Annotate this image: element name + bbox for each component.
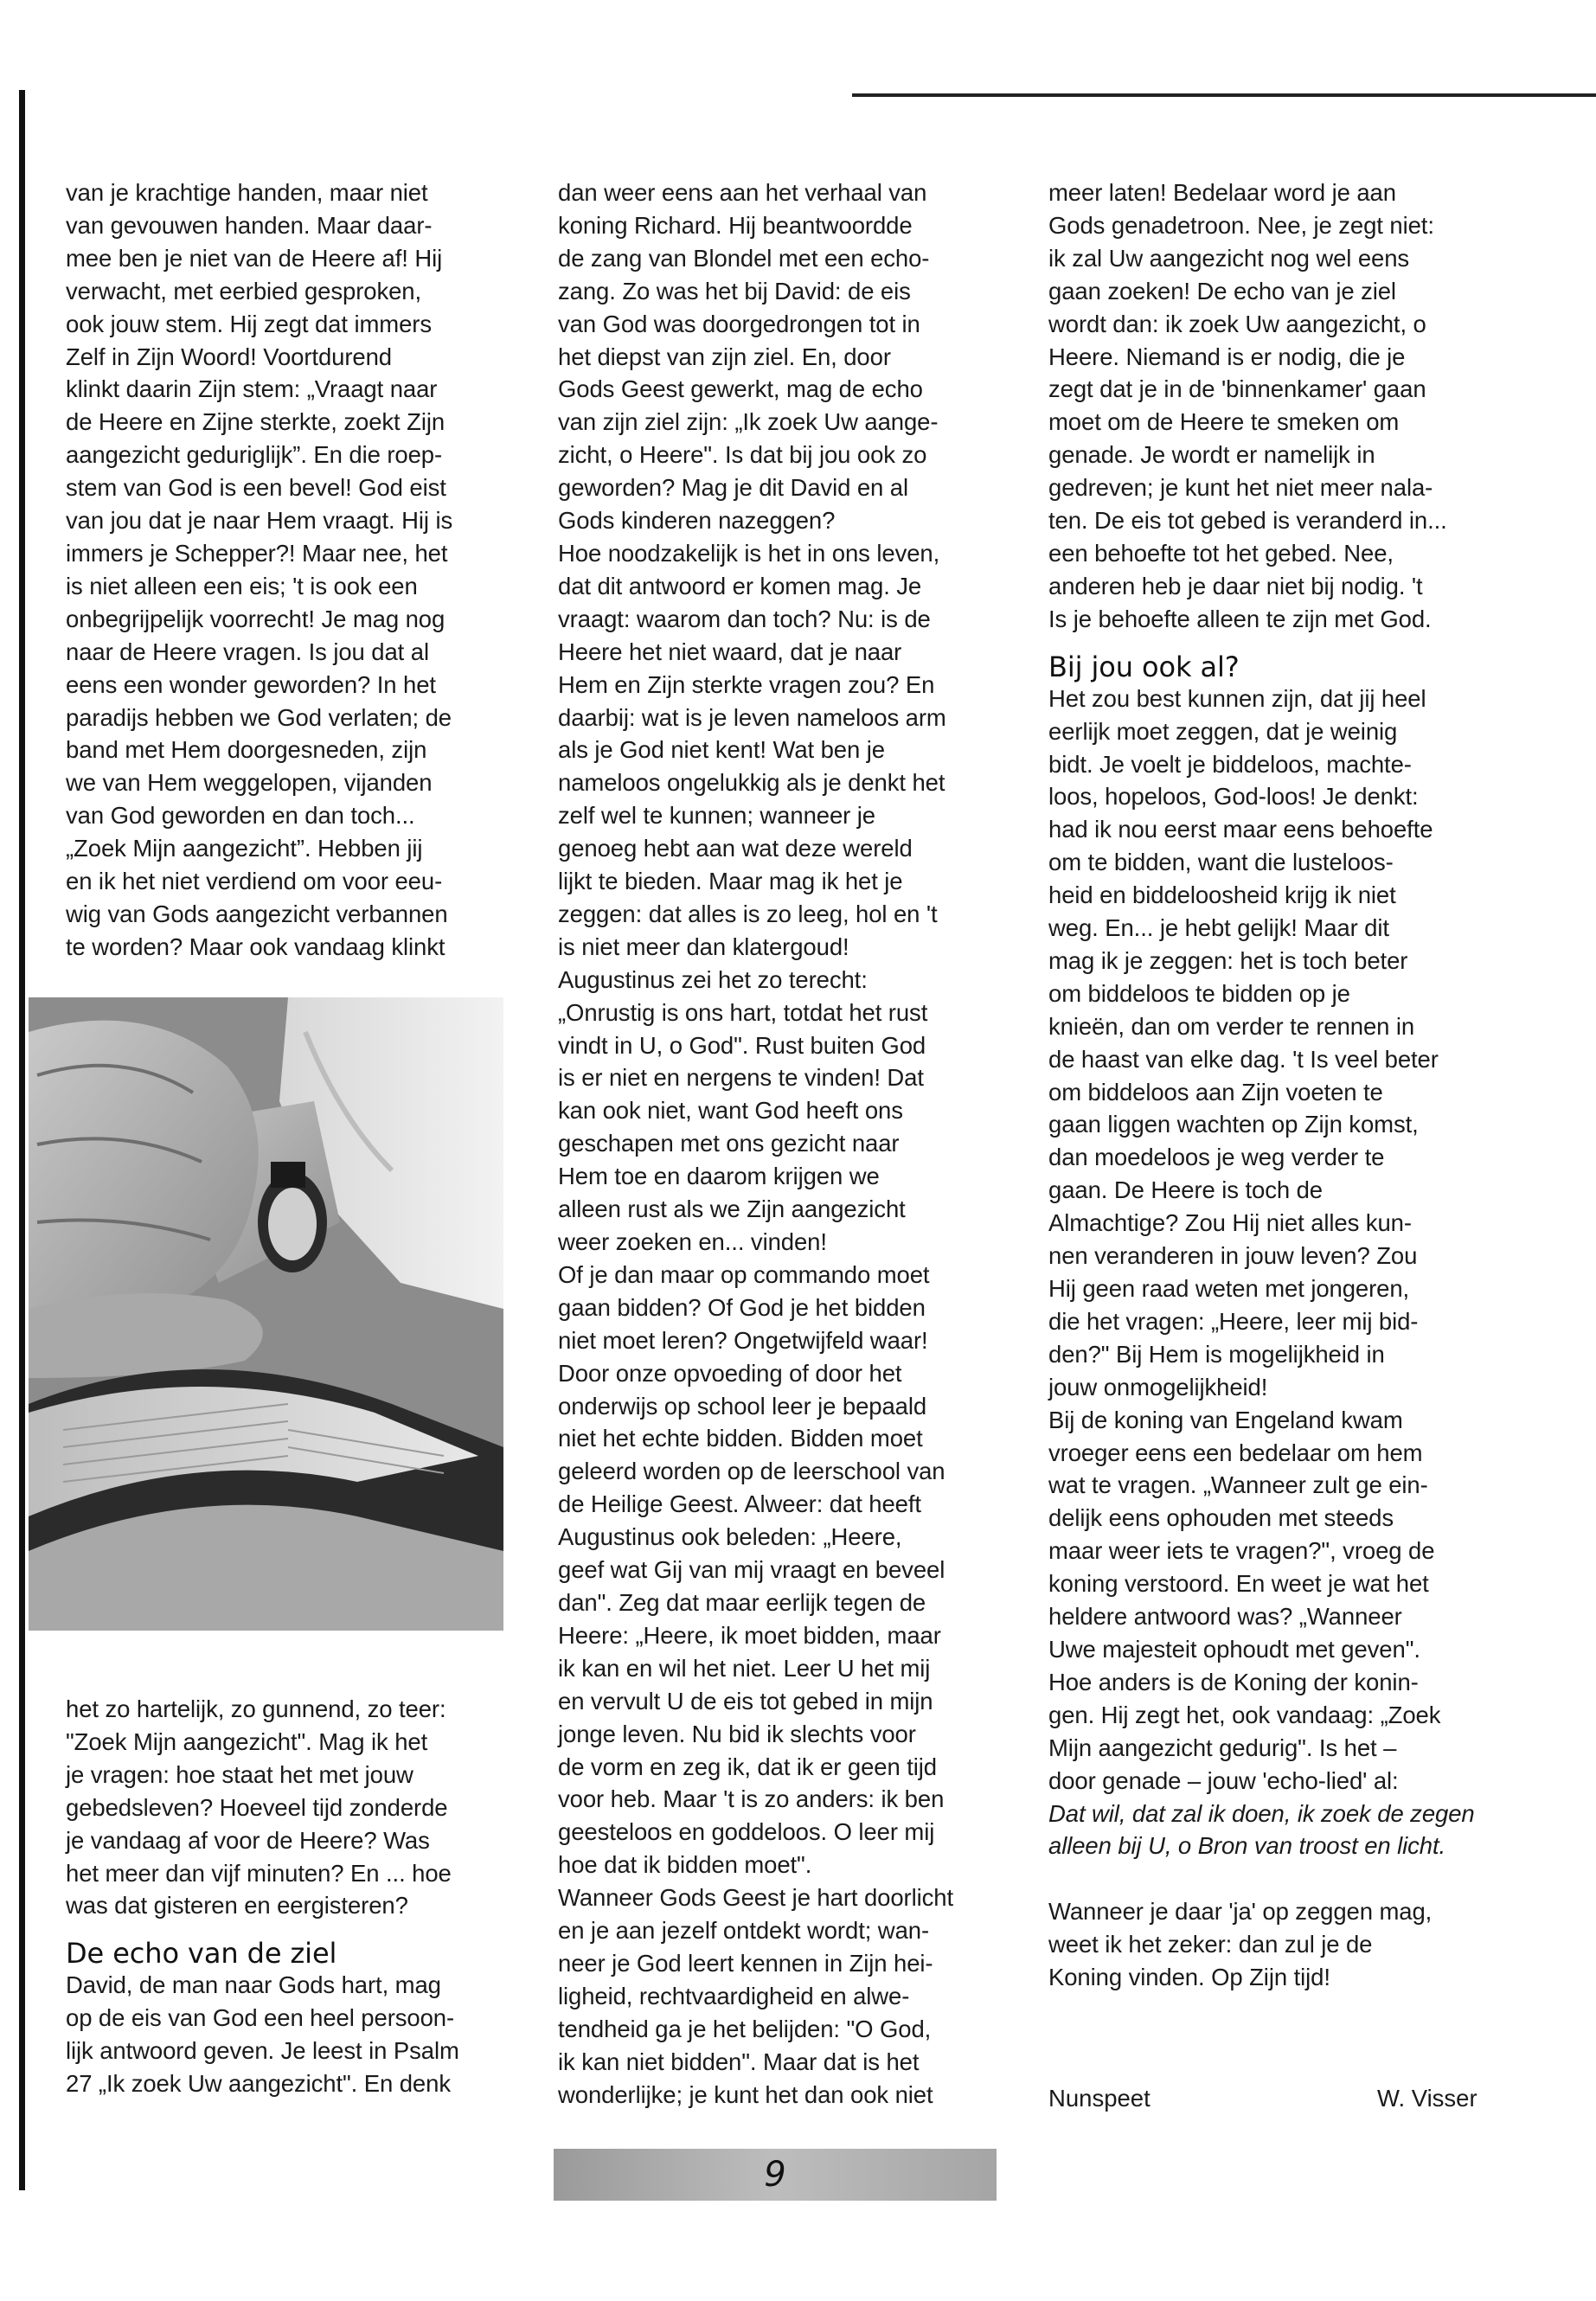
photo-illustration [29,997,503,1631]
column-3-top-lines [1048,176,1498,636]
text-line: gaan. De Heere is toch de [1048,1176,1323,1204]
text-line: wordt dan: ik zoek Uw aangezicht, o [1048,310,1426,337]
text-line: heid en biddeloosheid krijg ik niet [1048,881,1396,909]
text-line: Uwe majesteit ophoudt met geven". [1048,1635,1420,1663]
text-line: geef wat Gij van mij vraagt en beveel [558,1556,945,1584]
text-line: is er niet en nergens te vinden! Dat [558,1064,924,1092]
text-line: weet ik het zeker: dan zul je de [1048,1931,1373,1958]
left-margin-bar [19,90,25,2190]
text-line: moet om de Heere te smeken om [1048,408,1400,436]
text-line: de Heilige Geest. Alweer: dat heeft [558,1490,921,1518]
text-line: gebedsleven? Hoeveel tijd zonderde [66,1793,448,1821]
text-line: is niet meer dan klatergoud! [558,933,849,960]
text-line: geleerd worden op de leerschool van [558,1458,945,1485]
text-line: voor heb. Maar 't is zo anders: ik ben [558,1785,945,1813]
text-line: van zijn ziel zijn: „Ik zoek Uw aange- [558,408,939,436]
text-line: Koning vinden. Op Zijn tijd! [1048,1964,1330,1991]
text-line: de Heere en Zijne sterkte, zoekt Zijn [66,408,445,436]
text-line: ook jouw stem. Hij zegt dat immers [66,310,432,337]
text-line: „Zoek Mijn aangezicht”. Hebben jij [66,835,423,862]
text-line: Of je dan maar op commando moet [558,1260,930,1288]
text-line: mee ben je niet van de Heere af! Hij [66,244,443,272]
heading-bij-jou-ook-al: Bij jou ook al? [1048,650,1240,683]
text-line: den?" Bij Hem is mogelijkheid in [1048,1340,1385,1368]
text-line: Door onze opvoeding of door het [558,1359,902,1387]
text-line: daarbij: wat is je leven nameloos arm [558,703,946,731]
text-line: meer laten! Bedelaar word je aan [1048,179,1396,206]
text-line: David, de man naar Gods hart, mag [66,1971,441,1999]
text-line: die het vragen: „Heere, leer mij bid- [1048,1307,1419,1335]
text-line: als je God niet kent! Wat ben je [558,736,885,764]
text-line: Wanneer Gods Geest je hart doorlicht [558,1884,953,1912]
text-line: het zo hartelijk, zo gunnend, zo teer: [66,1695,446,1722]
text-line: eerlijk moet zeggen, dat je weinig [1048,717,1398,745]
text-line: maar weer iets te vragen?", vroeg de [1048,1537,1435,1565]
text-line: lijk antwoord geven. Je leest in Psalm [66,2037,459,2065]
text-line: door genade – jouw 'echo-lied' al: [1048,1766,1399,1794]
text-line: Augustinus ook beleden: „Heere, [558,1523,902,1551]
text-line: hoe dat ik bidden moet". [558,1851,812,1879]
text-line: dan moedeloos je weg verder te [1048,1144,1385,1171]
text-line: Zelf in Zijn Woord! Voortdurend [66,343,392,370]
text-line: had ik nou eerst maar eens behoefte [1048,816,1433,843]
text-line: Heere het niet waard, dat je naar [558,638,902,665]
text-line: van God was doorgedrongen tot in [558,310,920,337]
text-line: het diepst van zijn ziel. En, door [558,343,891,370]
heading-echo-van-de-ziel: De echo van de ziel [66,1937,337,1971]
text-line: zelf wel te kunnen; wanneer je [558,802,875,830]
text-line: weg. En... je hebt gelijk! Maar dit [1048,914,1389,942]
text-line: Hoe anders is de Koning der konin- [1048,1668,1419,1695]
signature-author: W. Visser [1377,2085,1477,2112]
top-rule [852,93,1596,97]
text-line: "Zoek Mijn aangezicht". Mag ik het [66,1727,428,1755]
text-line: geschapen met ons gezicht naar [558,1130,900,1157]
text-line: gedreven; je kunt het niet meer nala- [1048,474,1433,502]
text-line: stem van God is een bevel! God eist [66,474,446,502]
text-line: immers je Schepper?! Maar nee, het [66,539,448,567]
text-line: gen. Hij zegt het, ook vandaag: „Zoek [1048,1701,1441,1728]
text-line: vroeger eens een bedelaar om hem [1048,1439,1423,1466]
text-line: we van Hem weggelopen, vijanden [66,769,433,797]
text-line: Wanneer je daar 'ja' op zeggen mag, [1048,1898,1433,1926]
text-line: en je aan jezelf ontdekt wordt; wan- [558,1917,930,1945]
text-line: wonderlijke; je kunt het dan ook niet [558,2080,933,2108]
text-line: nameloos ongelukkig als je denkt het [558,769,945,797]
text-line: delijk eens ophouden met steeds [1048,1504,1394,1532]
text-line: jouw onmogelijkheid! [1048,1373,1268,1400]
text-line: de vorm en zeg ik, dat ik er geen tijd [558,1753,937,1780]
text-line: wig van Gods aangezicht verbannen [66,900,448,927]
text-line: jonge leven. Nu bid ik slechts voor [558,1720,916,1747]
column-3-after-heading-lines [1048,683,1498,1863]
signature-place: Nunspeet [1048,2085,1151,2112]
text-line: Gods Geest gewerkt, mag de echo [558,375,923,403]
text-line: Augustinus zei het zo terecht: [558,965,868,993]
text-line: wat te vragen. „Wanneer zult ge ein- [1048,1471,1428,1499]
column-1-bottom-lines [66,1693,516,1922]
text-line: gaan bidden? Of God je het bidden [558,1293,926,1321]
text-line: anderen heb je daar niet bij nodig. 't [1048,572,1423,599]
text-line: Gods genadetroon. Nee, je zegt niet: [1048,211,1434,239]
column-1-bottom [66,1693,516,2100]
text-line: bidt. Je voelt je biddeloos, machte- [1048,750,1412,778]
text-line: ligheid, rechtvaardigheid en alwe- [558,1982,910,2009]
text-line: zegt dat je in de 'binnenkamer' gaan [1048,375,1426,403]
text-line: was dat gisteren en eergisteren? [66,1892,408,1920]
text-line: Hij geen raad weten met jongeren, [1048,1275,1410,1302]
text-line: dat dit antwoord er komen mag. Je [558,572,922,599]
text-line: gaan zoeken! De echo van je ziel [1048,277,1396,304]
page-number: 9 [764,2155,786,2195]
text-line: ik kan niet bidden". Maar dat is het [558,2048,920,2075]
text-line: zang. Zo was het bij David: de eis [558,277,911,304]
text-line: dan weer eens aan het verhaal van [558,179,927,206]
page-number-band [554,2149,997,2201]
text-line: tendheid ga je het belijden: "O God, [558,2015,932,2042]
text-line: en ik het niet verdiend om voor eeu- [66,868,443,895]
text-line: om te bidden, want die lusteloos- [1048,849,1394,876]
text-line: Hoe noodzakelijk is het in ons leven, [558,539,940,567]
text-line: Bij de koning van Engeland kwam [1048,1406,1403,1433]
text-line: weer zoeken en... vinden! [558,1228,827,1255]
text-line: neer je God leert kennen in Zijn hei- [558,1949,933,1977]
text-line: Het zou best kunnen zijn, dat jij heel [1048,684,1426,712]
text-line: niet het echte bidden. Bidden moet [558,1425,923,1452]
photo-hands-on-bible [29,997,503,1631]
text-line: je vragen: hoe staat het met jouw [66,1760,413,1788]
text-line: de haast van elke dag. 't Is veel beter [1048,1045,1439,1073]
text-line: gaan liggen wachten op Zijn komst, [1048,1111,1419,1138]
text-line: ik kan en wil het niet. Leer U het mij [558,1654,931,1682]
text-line: genade. Je wordt er namelijk in [1048,441,1375,469]
text-line: knieën, dan om verder te rennen in [1048,1012,1415,1040]
text-line: nen veranderen in jouw leven? Zou [1048,1242,1418,1270]
text-line: zeggen: dat alles is zo leeg, hol en 't [558,900,938,927]
column-3-closing-lines [1048,1895,1498,1994]
text-line: paradijs hebben we God verlaten; de [66,703,452,731]
text-line: Is je behoefte alleen te zijn met God. [1048,605,1432,632]
text-line: je vandaag af voor de Heere? Was [66,1826,430,1854]
text-line: Dat wil, dat zal ik doen, ik zoek de zegen [1048,1799,1475,1827]
text-line: om biddeloos aan Zijn voeten te [1048,1078,1383,1106]
text-line: Gods kinderen nazeggen? [558,507,836,535]
text-line: te worden? Maar ook vandaag klinkt [66,933,445,960]
text-line: Hem toe en daarom krijgen we [558,1163,880,1190]
text-line: het meer dan vijf minuten? En ... hoe [66,1859,452,1887]
text-line: verwacht, met eerbied gesproken, [66,277,422,304]
text-line: Hem en Zijn sterkte vragen zou? En [558,670,935,698]
text-line: Almachtige? Zou Hij niet alles kun- [1048,1209,1412,1237]
text-line: aangezicht geduriglijk”. En die roep- [66,441,443,469]
text-line: Heere: „Heere, ik moet bidden, maar [558,1621,941,1649]
text-line: van jou dat je naar Hem vraagt. Hij is [66,507,453,535]
text-line: „Onrustig is ons hart, totdat het rust [558,998,928,1026]
text-line: koning Richard. Hij beantwoordde [558,211,913,239]
text-line: Mijn aangezicht gedurig". Is het – [1048,1734,1397,1761]
text-line: onbegrijpelijk voorrecht! Je mag nog [66,605,445,632]
text-line: onderwijs op school leer je bepaald [558,1392,927,1420]
text-line: niet moet leren? Ongetwijfeld waar! [558,1326,928,1354]
text-line: de zang van Blondel met een echo- [558,244,930,272]
text-line: geesteloos en goddeloos. O leer mij [558,1818,935,1846]
text-line: eens een wonder geworden? In het [66,670,436,698]
text-line: en vervult U de eis tot gebed in mijn [558,1687,933,1715]
text-line: mag ik je zeggen: het is toch beter [1048,946,1408,974]
text-line: band met Hem doorgesneden, zijn [66,736,427,764]
text-line: Heere. Niemand is er nodig, die je [1048,343,1406,370]
text-line: van gevouwen handen. Maar daar- [66,211,433,239]
column-1-top [66,176,516,964]
text-line: vindt in U, o God". Rust buiten God [558,1031,926,1059]
text-line: heldere antwoord was? „Wanneer [1048,1603,1402,1631]
text-line: zicht, o Heere". Is dat bij jou ook zo [558,441,927,469]
text-line: alleen rust als we Zijn aangezicht [558,1195,906,1223]
column-2 [558,176,1008,2111]
text-line: ten. De eis tot gebed is veranderd in... [1048,507,1447,535]
column-3 [1048,176,1498,1994]
paragraph-gap [1048,1862,1498,1895]
text-line: klinkt daarin Zijn stem: „Vraagt naar [66,375,438,403]
text-line: koning verstoord. En weet je wat het [1048,1570,1429,1598]
text-line: op de eis van God een heel persoon- [66,2004,455,2032]
column-1-after-heading-lines [66,1969,516,2100]
text-line: van je krachtige handen, maar niet [66,179,428,206]
text-line: vraagt: waarom dan toch? Nu: is de [558,605,931,632]
text-line: kan ook niet, want God heeft ons [558,1097,903,1125]
text-line: van God geworden en dan toch... [66,802,415,830]
text-line: een behoefte tot het gebed. Nee, [1048,539,1394,567]
text-line: ik zal Uw aangezicht nog wel eens [1048,244,1410,272]
text-line: loos, hopeloos, God-loos! Je denkt: [1048,783,1419,811]
text-line: 27 „Ik zoek Uw aangezicht". En denk [66,2070,451,2098]
text-line: is niet alleen een eis; 't is ook een [66,572,418,599]
text-line: dan". Zeg dat maar eerlijk tegen de [558,1588,926,1616]
text-line: genoeg hebt aan wat deze wereld [558,835,913,862]
text-line: alleen bij U, o Bron van troost en licht. [1048,1832,1446,1860]
text-line: naar de Heere vragen. Is jou dat al [66,638,429,665]
text-line: geworden? Mag je dit David en al [558,474,908,502]
text-line: lijkt te bieden. Maar mag ik het je [558,868,903,895]
text-line: om biddeloos te bidden op je [1048,979,1350,1007]
